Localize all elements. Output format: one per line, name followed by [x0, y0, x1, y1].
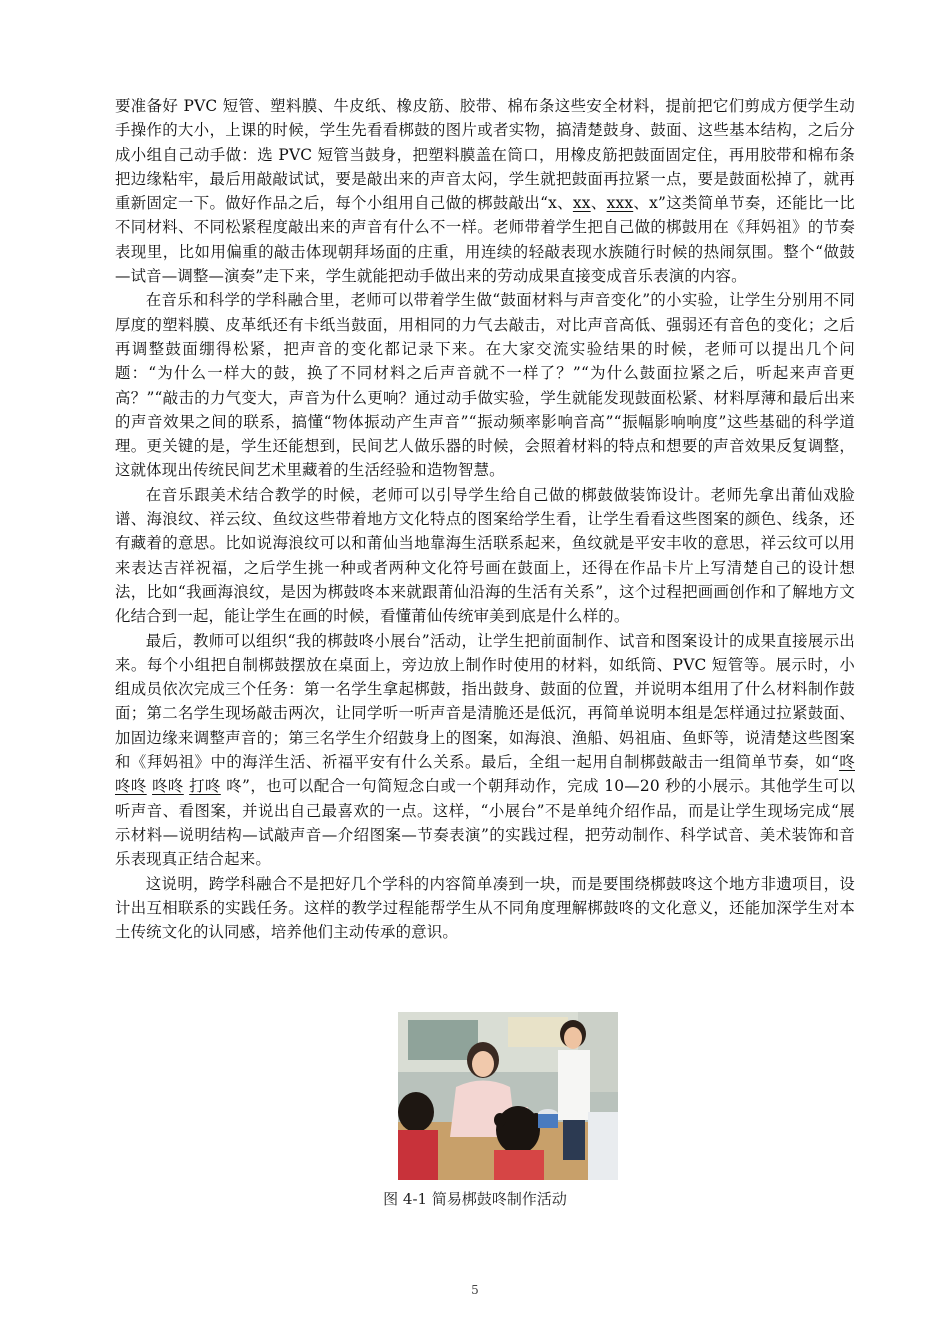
paragraph-1 [115, 94, 855, 288]
paragraph-3: 在音乐跟美术结合教学的时候，老师可以引导学生给自己做的梆鼓做装饰设计。老师先拿出莆仙戏脸谱、海浪纹、祥云纹、鱼纹这些带着地方文化特点的图案给学生看，让学生看看这些图案的颜色、线条，还有藏着的意思。比如说海浪纹可以和莆仙当地靠海生活联系起来，鱼纹就是平安丰收的意思，祥云纹可以用来表达吉祥祝福，之后学生挑一种或者两种文化符号画在鼓面上，还得在作品卡片上写清楚自己的设计想法，比如“我画海浪纹，是因为梆鼓咚本来就跟莆仙沿海的生活有关系”，这个过程把画画创作和了解地方文化结合到一起，能让学生在画的时候，看懂莆仙传统审美到底是什么样的。 [115, 485, 855, 626]
rhythm-3: 打咚 [189, 777, 221, 796]
paragraph-1-text-cont: 、x”这类简单节奏，还能比一比不同材料、不同松紧程度敲出来的声音有什么不一样。老师带着学生把自己做的梆鼓用在《拜妈祖》的节奏表现里，比如用偏重的敲击体现朝拜场面的庄重，用连续的轻敲表现水族随行时候的热闹氛围。整个“做鼓—试音—调整—演奏”走下来，学生就能把动手做出来的劳动成果直接变成音乐表演的内容。 [115, 194, 855, 286]
paragraph-4-text: 最后，教师可以组织“我的梆鼓咚小展台”活动，让学生把前面制作、试音和图案设计的成果直接展示出来。每个小组把自制梆鼓摆放在桌面上，旁边放上制作时使用的材料，如纸筒、PVC 短管等。展示时，小组成员依次完成三个任务：第一名学生拿起梆鼓，指出鼓身、鼓面的位置，并说明本组用了什么材料制作鼓面；第二名学生现场敲击两次，让同学听一听声音是清脆还是低沉，再简单说明本组是怎样通过拉紧鼓面、加固边缘来调整声音的；第三名学生介绍鼓身上的图案，如海浪、渔船、妈祖庙、鱼虾等，说清楚这些图案和《拜妈祖》中的海洋生活、祈福平安有什么关系。最后，全组一起用自制梆鼓敲击一组简单节奏，如“ [115, 631, 855, 772]
photo-illustration [398, 1012, 618, 1180]
rhythm-2: 咚咚 [152, 777, 184, 796]
paragraph-2: 在音乐和科学的学科融合里，老师可以带着学生做“鼓面材料与声音变化”的小实验，让学生分别用不同厚度的塑料膜、皮革纸还有卡纸当鼓面，用相同的力气去敲击，对比声音高低、强弱还有音色的变化；之后再调整鼓面绷得松紧，把声音的变化都记录下来。在大家交流实验结果的时候，老师可以提出几个问题：“为什么一样大的鼓，换了不同材料之后声音就不一样了？”“为什么鼓面拉紧之后，听起来声音更高？”“敲击的力气变大，声音为什么更响？通过动手做实验，学生就能发现鼓面松紧、材料厚薄和最后出来的声音效果之间的联系，搞懂“物体振动产生声音”“振动频率影响音高”“振幅影响响度”这些基础的科学道理。更关键的是，学生还能想到，民间艺人做乐器的时候，会照着材料的特点和想要的声音效果反复调整，这就体现出传统民间艺术里藏着的生活经验和造物智慧。 [115, 291, 855, 480]
rhythm-1: 咚咚咚 [115, 753, 855, 796]
figure-caption: 图 4-1 简易梆鼓咚制作活动 [383, 1190, 567, 1208]
paragraph-1-text: 要准备好 PVC 短管、塑料膜、牛皮纸、橡皮筋、胶带、棉布条这些安全材料，提前把它们剪成方便学生动手操作的大小，上课的时候，学生先看看梆鼓的图片或者实物，搞清楚鼓身、鼓面、这些基本结构，之后分成小组自己动手做：选 PVC 短管当鼓身，把塑料膜盖在筒口，用橡皮筋把鼓面固定住，再用胶带和棉布条把边缘粘牢，最后用敲敲试试，要是敲出来的声音太闷，学生就把鼓面再拉紧一点，要是鼓面松掉了，就再重新固定一下。做好作品之后，每个小组用自己做的梆鼓敲出“x、 [115, 97, 855, 213]
figure [398, 675, 618, 1180]
separator: 、 [590, 194, 607, 213]
rhythm-xxx: xxx [606, 194, 634, 213]
rhythm-xx: xx [572, 194, 591, 213]
paragraph-4-text-cont: 咚”，也可以配合一句简短念白或一个朝拜动作，完成 10—20 秒的小展示。其他学生可以听声音、看图案，并说出自己最喜欢的一点。这样，“小展台”不是单纯介绍作品，而是让学生现场完成“展示材料—说明结构—试敲声音—介绍图案—节奏表演”的实践过程，把劳动制作、科学试音、美术装饰和音乐表现真正结合起来。 [115, 777, 856, 869]
page-number: 5 [471, 1283, 479, 1297]
paragraph-5: 这说明，跨学科融合不是把好几个学科的内容简单凑到一块，而是要围绕梆鼓咚这个地方非遗项目，设计出互相联系的实践任务。这样的教学过程能帮学生从不同角度理解梆鼓咚的文化意义，还能加深学生对本土传统文化的认同感，培养他们主动传承的意识。 [115, 874, 855, 942]
classroom-photo [398, 1012, 618, 1180]
